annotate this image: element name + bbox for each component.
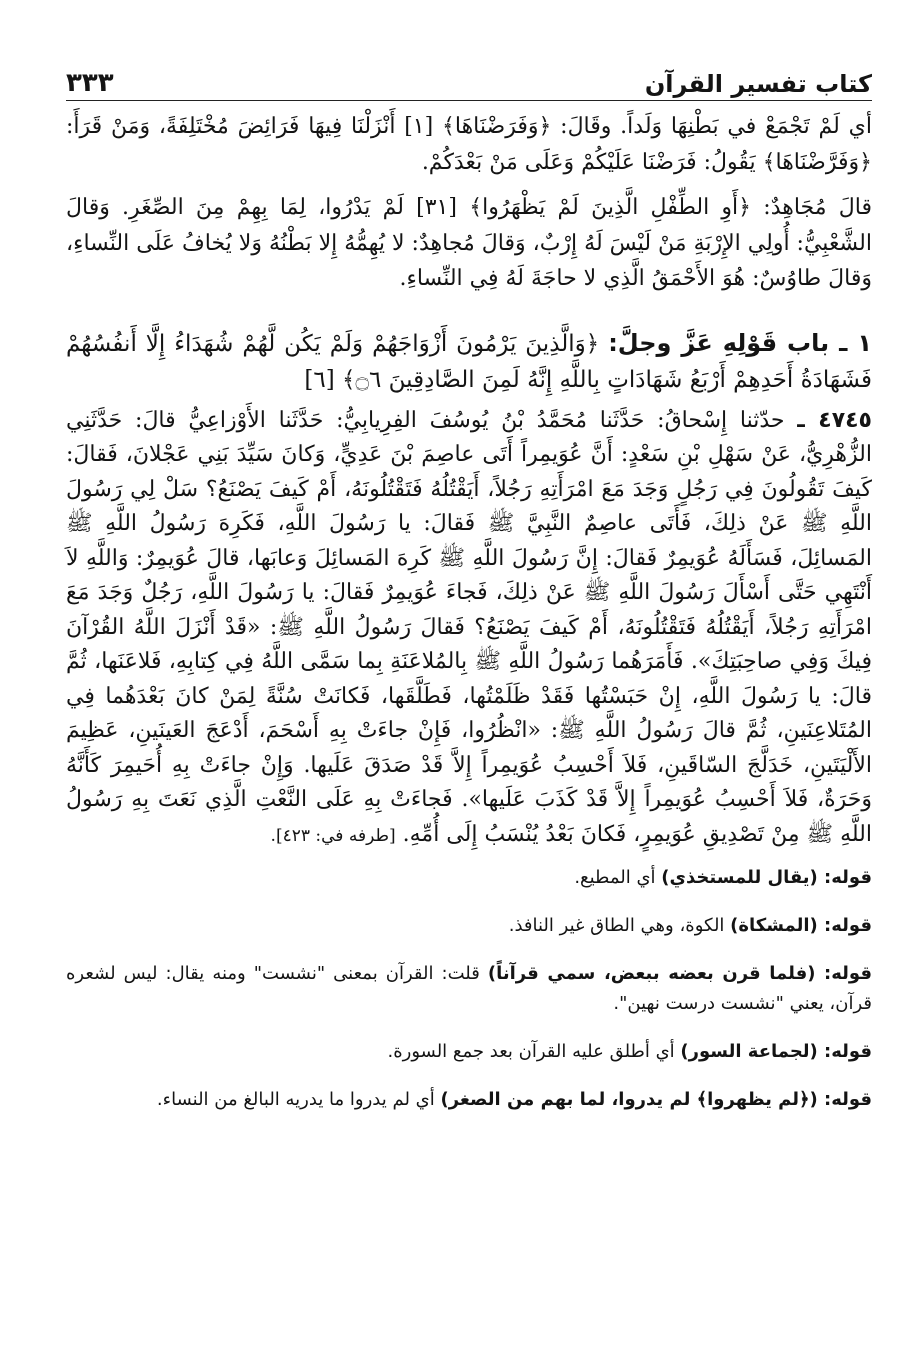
note-4 — [66, 1037, 872, 1067]
note-body: أي لم يدروا ما يدريه البالغ من النساء. — [156, 1089, 441, 1110]
hadith-number: ٤٧٤٥ ـ — [797, 407, 872, 433]
chapter-title: ١ ـ باب قَوْلِهِ عَزَّ وجلَّ: — [608, 328, 873, 357]
hadith-text: حدّثنا إِسْحاقُ: حَدَّثَنا مُحَمَّدُ بْنُ يُوسُفَ الفِرِيابِيُّ: حَدَّثَنا الأَوْزاعِيُّ قالَ: حَدَّثَنِي الزُّهْرِيُّ، عَنْ سَهْلِ بْنِ سَعْدٍ: أَنَّ عُوَيمِراً أَتَى عاصِمَ بْنَ عَدِيٍّ، وَكانَ سَيِّدَ بَنِي عَجْلانَ، فَقالَ: كَيفَ تَقُولُونَ فِي رَجُلٍ وَجَدَ مَعَ امْرَأَتِهِ رَجُلاً، أَيَقْتُلُهُ فَتَقْتُلُونَهُ، أَمْ كَيفَ يَصْنَعُ؟ سَلْ لِي رَسُولَ اللَّهِ ﷺ عَنْ ذلِكَ، فَأَتَى عاصِمٌ النَّبِيَّ ﷺ فَقالَ: يا رَسُولَ اللَّهِ، فَكَرِهَ رَسُولُ اللَّهِ ﷺ المَسائِلَ، فَسَأَلَهُ عُوَيمِرٌ فَقالَ: إِنَّ رَسُولَ اللَّهِ ﷺ كَرِهَ المَسائِلَ وَعابَها، قالَ عُوَيمِرٌ: وَاللَّهِ لاَ أَنْتَهِي حَتَّى أَسْأَلَ رَسُولَ اللَّهِ ﷺ عَنْ ذلِكَ، فَجاءَ عُوَيمِرٌ فَقالَ: يا رَسُولَ اللَّهِ، رَجُلٌ وَجَدَ مَعَ امْرَأَتِهِ رَجُلاً، أَيَقْتُلُهُ فَتَقْتُلُونَهُ، أَمْ كَيفَ يَصْنَعُ؟ فَقالَ رَسُولُ اللَّهِ ﷺ: «قَدْ أَنْزَلَ اللَّهُ القُرْآنَ فِيكَ وَفِي صاحِبَتِكَ». فَأَمَرَهُما رَسُولُ اللَّهِ ﷺ بِالمُلاعَنَةِ بِما سَمَّى اللَّهُ فِي كِتابِهِ، فَلاعَنَها، ثُمَّ قالَ: يا رَسُولَ اللَّهِ، إِنْ حَبَسْتُها فَقَدْ ظَلَمْتُها، فَطَلَّقَها، فَكانَتْ سُنَّةً لِمَنْ كانَ بَعْدَهُما فِي المُتَلاعِنَينِ، ثُمَّ قالَ رَسُولُ اللَّهِ ﷺ: «انْظُرُوا، فَإِنْ جاءَتْ بِهِ أَسْحَمَ، أَدْعَجَ العَينَينِ، عَظِيمَ الأَلْيَتَينِ، خَدَلَّجَ السّاقَينِ، فَلاَ أَحْسِبُ عُوَيمِراً إِلاَّ قَدْ صَدَقَ عَلَيها. وَإِنْ جاءَتْ بِهِ أُحَيمِرَ كَأَنَّهُ وَحَرَةٌ، فَلاَ أَحْسِبُ عُوَيمِراً إِلاَّ قَدْ كَذَبَ عَلَيها». فَجاءَتْ بِهِ عَلَى النَّعْتِ الَّذِي نَعَتَ بِهِ رَسُولُ اللَّهِ ﷺ مِنْ تَصْدِيقِ عُوَيمِرٍ، فَكانَ بَعْدُ يُنْسَبُ إِلَى أُمِّهِ. — [66, 407, 872, 847]
note-lead: قوله: (لجماعة السور) — [680, 1041, 872, 1062]
paragraph-1: أي لَمْ تَجْمَعْ في بَطْنِهَا وَلَداً. وقَالَ: ﴿وَفَرَضْنَاهَا﴾ [١] أَنْزَلْنَا فِيهَا فَرَائِضَ مُخْتَلِفَةً، وَمَنْ قَرَأَ: ﴿وَفَرَّضْنَاهَا﴾ يَقُولُ: فَرَضْنَا عَلَيْكُمْ وَعَلَى مَنْ بَعْدَكُمْ. — [66, 114, 872, 175]
note-body: الكوة، وهي الطاق غير النافذ. — [508, 915, 731, 936]
note-lead: قوله: (فلما قرن بعضه ببعض، سمي قرآناً) — [487, 963, 872, 984]
note-lead: قوله: (المشكاة) — [730, 915, 872, 936]
book-title: كتاب تفسير القرآن — [644, 70, 872, 98]
commentary-notes — [66, 863, 872, 1115]
hadith-reference: [طرفه في: ٤٢٣]. — [270, 825, 396, 846]
note-5 — [66, 1085, 872, 1115]
note-lead: قوله: (يقال للمستخذي) — [661, 867, 872, 888]
hadith-block — [66, 404, 872, 854]
note-lead: قوله: (﴿لم يظهروا﴾ لم يدروا، لما بهم من الصغر) — [440, 1089, 872, 1110]
chapter-heading — [66, 325, 872, 398]
page-number: ٣٣٣ — [66, 68, 114, 98]
note-body: أي أطلق عليه القرآن بعد جمع السورة. — [387, 1041, 681, 1062]
book-page — [66, 58, 872, 1133]
main-text — [66, 109, 872, 297]
note-2 — [66, 911, 872, 941]
note-3 — [66, 959, 872, 1019]
chapter-verse: ﴿وَالَّذِينَ يَرْمُونَ أَزْوَاجَهُمْ وَلَمْ يَكُن لَّهُمْ شُهَدَاءُ إِلَّا أَنفُسُهُمْ فَشَهَادَةُ أَحَدِهِمْ أَرْبَعُ شَهَادَاتٍ بِاللَّهِ إِنَّهُ لَمِنَ الصَّادِقِينَ ۝٦﴾ [٦] — [66, 330, 872, 393]
note-body: أي المطيع. — [574, 867, 662, 888]
paragraph-2: قالَ مُجَاهِدٌ: ﴿أَوِ الطِّفْلِ الَّذِينَ لَمْ يَظْهَرُوا﴾ [٣١] لَمْ يَدْرُوا، لِمَا بِهِمْ مِنَ الصِّغَرِ. وَقالَ الشَّعْبِيُّ: أُولِي الإِرْبَةِ مَنْ لَيْسَ لَهُ إِرْبٌ، وَقالَ مُجاهِدٌ: لا يُهِمُّهُ إِلا بَطْنُهُ وَلا يُخافُ عَلَى النِّساءِ، وَقالَ طاوُسٌ: هُوَ الأَحْمَقُ الَّذِي لا حاجَةَ لَهُ فِي النِّساءِ. — [66, 195, 872, 291]
running-header — [66, 58, 872, 101]
note-1 — [66, 863, 872, 893]
note-body: قلت: القرآن بمعنى "نشست" ومنه يقال: ليس لشعره قرآن، يعني "نشست درست نهين". — [66, 963, 872, 1014]
